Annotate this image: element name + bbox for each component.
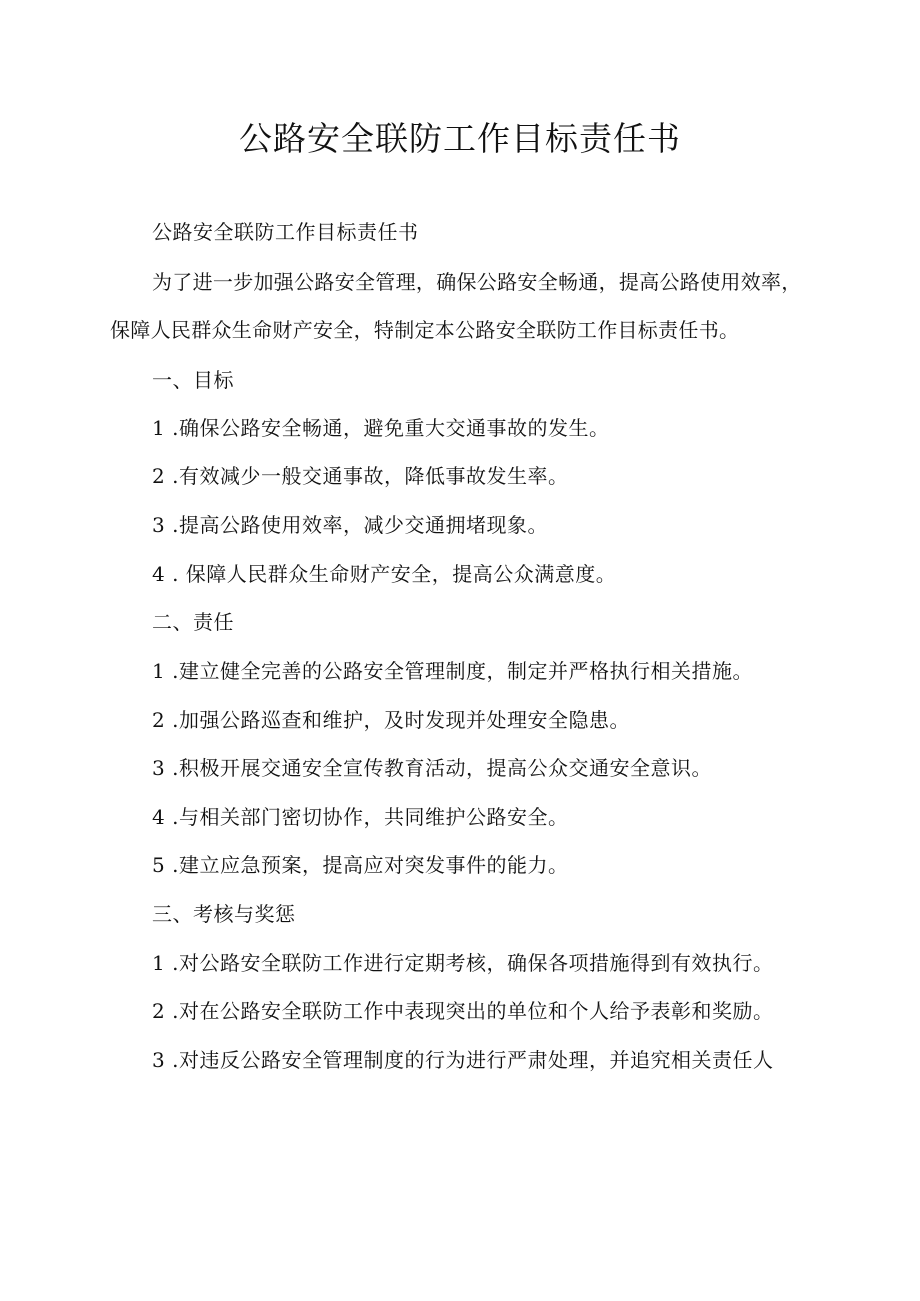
list-item: 2 .对在公路安全联防工作中表现突出的单位和个人给予表彰和奖励。 xyxy=(152,999,774,1023)
list-item: 2 .有效减少一般交通事故，降低事故发生率。 xyxy=(152,464,569,488)
document-title: 公路安全联防工作目标责任书 xyxy=(239,119,681,158)
list-item: 3 .积极开展交通安全宣传教育活动，提高公众交通安全意识。 xyxy=(152,756,712,780)
section-heading-goals: 一、目标 xyxy=(152,368,234,392)
list-item: 2 .加强公路巡查和维护，及时发现并处理安全隐患。 xyxy=(152,708,630,732)
intro-paragraph-line: 为了进一步加强公路安全管理，确保公路安全畅通，提高公路使用效率， xyxy=(152,270,802,294)
section-heading-responsibilities: 二、责任 xyxy=(152,610,234,634)
list-item: 4 .与相关部门密切协作，共同维护公路安全。 xyxy=(152,805,569,829)
list-item: 4 . 保障人民群众生命财产安全，提高公众满意度。 xyxy=(152,562,617,586)
list-item: 3 .提高公路使用效率，减少交通拥堵现象。 xyxy=(152,513,548,537)
list-item: 1 .确保公路安全畅通，避免重大交通事故的发生。 xyxy=(152,416,610,440)
intro-paragraph-line: 保障人民群众生命财产安全，特制定本公路安全联防工作目标责任书。 xyxy=(110,318,740,342)
list-item: 1 .对公路安全联防工作进行定期考核，确保各项措施得到有效执行。 xyxy=(152,951,774,975)
list-item: 1 .建立健全完善的公路安全管理制度，制定并严格执行相关措施。 xyxy=(152,659,753,683)
list-item: 3 .对违反公路安全管理制度的行为进行严肃处理，并追究相关责任人 xyxy=(152,1048,774,1072)
document-subtitle: 公路安全联防工作目标责任书 xyxy=(152,220,419,244)
section-heading-assessment: 三、考核与奖惩 xyxy=(152,902,296,926)
list-item: 5 .建立应急预案，提高应对突发事件的能力。 xyxy=(152,853,569,877)
